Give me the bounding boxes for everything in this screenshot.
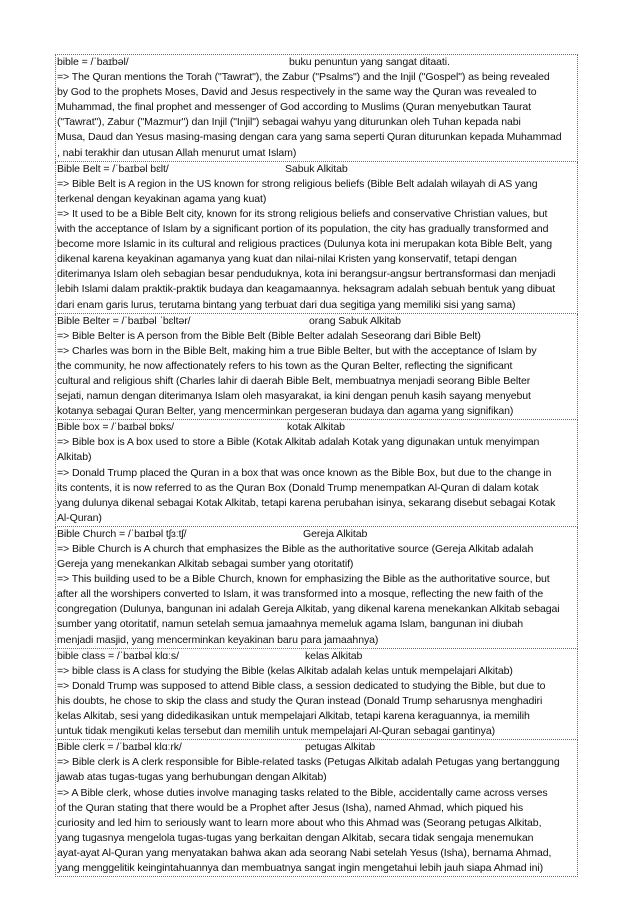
entry-heading bbox=[57, 420, 576, 435]
entry-text-line: dikenal karena keyakinan agamanya yang kuat dan nilai-nilai Kristen yang konservatif, tetapi dengan bbox=[57, 253, 517, 266]
entry-text-line: with the acceptance of Islam by a significant portion of its population, the city has gradually transformed and bbox=[57, 223, 549, 236]
entry-text-line: , nabi terakhir dan utusan Allah menurut umat Islam) bbox=[57, 146, 297, 159]
entry-text-line: Alkitab) bbox=[57, 451, 92, 464]
entry-text-line: => This building used to be a Bible Church, known for emphasizing the Bible as the authoritative source, but bbox=[57, 573, 550, 586]
dictionary-entry bbox=[55, 649, 578, 741]
entry-translation: orang Sabuk Alkitab bbox=[309, 314, 401, 327]
entry-translation: kotak Alkitab bbox=[287, 421, 345, 434]
entry-text-line: Muhammad, the final prophet and messenger of God according to Muslims (Quran menyebutkan Taurat bbox=[57, 101, 531, 114]
entry-text-line: ayat-ayat Al-Quran yang menyatakan bahwa akan ada seorang Nabi setelah Yesus (Isha), bernama Ahmad, bbox=[57, 846, 552, 859]
entry-term: bible class = /ˈbaɪbəl klɑːs/ bbox=[57, 649, 179, 662]
entry-heading bbox=[57, 55, 576, 70]
entry-text-line: => Bible Belt is A region in the US known for strong religious beliefs (Bible Belt adalah wilayah di AS yang bbox=[57, 177, 538, 190]
entry-term: Bible Belter = /ˈbaɪbəl ˈbɛltər/ bbox=[57, 314, 191, 327]
entry-text-line: lebih Islami dalam praktik-praktik budaya dan keagamaannya. heksagram adalah sebuah bentuk yang dibuat bbox=[57, 283, 556, 296]
entry-text-line: => Donald Trump was supposed to attend Bible class, a session dedicated to studying the Bible, but due to bbox=[57, 679, 546, 692]
entry-text-line: yang dulunya dikenal sebagai Kotak Alkitab, tetapi karena perubahan isinya, sekarang disebut sebagai Kotak bbox=[57, 496, 556, 509]
entry-translation: kelas Alkitab bbox=[305, 649, 363, 662]
entry-term: Bible Belt = /ˈbaɪbəl bɛlt/ bbox=[57, 162, 169, 175]
entry-text-line: kelas Alkitab, sesi yang didedikasikan untuk mempelajari Alkitab, tetapi karena keraguannya, ia memilih bbox=[57, 710, 530, 723]
entry-text-line: of the Quran stating that there would be a Prophet after Jesus (Isha), named Ahmad, which piqued his bbox=[57, 801, 524, 814]
entry-text-line: jawab atas tugas-tugas yang berhubungan dengan Alkitab) bbox=[57, 771, 327, 784]
entry-heading bbox=[57, 527, 576, 542]
entry-text-line: its contents, it is now referred to as the Quran Box (Donald Trump menempatkan Al-Quran di dalam kotak bbox=[57, 481, 539, 494]
entry-text-line: => It used to be a Bible Belt city, known for its strong religious beliefs and conservative Christian values, but bbox=[57, 207, 548, 220]
entry-text-line: => Bible Belter is A person from the Bible Belt (Bible Belter adalah Seseorang dari Bible Belt) bbox=[57, 329, 481, 342]
entry-text-line: cultural and religious shift (Charles lahir di daerah Bible Belt, membuatnya menjadi seorang Bible Belter bbox=[57, 374, 531, 387]
entry-term: Bible box = /ˈbaɪbəl bɒks/ bbox=[57, 421, 174, 434]
entry-term: Bible Church = /ˈbaɪbəl tʃɜːtʃ/ bbox=[57, 527, 187, 540]
entry-text-line: Gereja yang menekankan Alkitab sebagai sumber yang otoritatif) bbox=[57, 558, 354, 571]
entry-translation: petugas Alkitab bbox=[305, 741, 376, 754]
entry-text-line: his doubts, he chose to skip the class and study the Quran instead (Donald Trump seharusnya menghadiri bbox=[57, 694, 543, 707]
entry-text-line: untuk tidak mengikuti kelas tersebut dan memilih untuk mempelajari Al-Quran sebagai gantinya) bbox=[57, 725, 496, 738]
entry-term: Bible clerk = /ˈbaɪbəl klɑːrk/ bbox=[57, 741, 182, 754]
entry-text-line: curiosity and led him to seriously want to learn more about who this Ahmad was (Seorang petugas Alkitab, bbox=[57, 816, 542, 829]
entry-heading bbox=[57, 162, 576, 177]
dictionary-entry bbox=[55, 527, 578, 649]
entry-text-line: yang menggelitik keingintahuannya dan membuatnya sangat ingin mengetahui lebih jauh siapa Ahmad ini) bbox=[57, 861, 544, 874]
dictionary-entry bbox=[55, 162, 578, 314]
entry-text-line: => The Quran mentions the Torah ("Tawrat"), the Zabur ("Psalms") and the Injil ("Gospel") as being revealed bbox=[57, 71, 550, 84]
entry-text-line: ("Tawrat"), Zabur ("Mazmur") dan Injil ("Injil") sebagai wahyu yang diturunkan oleh Tuhan kepada nabi bbox=[57, 116, 521, 129]
entry-term: bible = /ˈbaɪbəl/ bbox=[57, 56, 129, 68]
entry-text-line: yang tugasnya mengelola tugas-tugas yang berkaitan dengan Alkitab, secara tidak sengaja menemukan bbox=[57, 831, 534, 844]
entry-text-line: => Donald Trump placed the Quran in a box that was once known as the Bible Box, but due to the change in bbox=[57, 466, 552, 479]
entry-text-line: => Bible box is A box used to store a Bible (Kotak Alkitab adalah Kotak yang digunakan untuk menyimpan bbox=[57, 436, 540, 449]
entry-text-line: => A Bible clerk, whose duties involve managing tasks related to the Bible, accidentally came across verses bbox=[57, 786, 548, 799]
entry-text-line: => bible class is A class for studying the Bible (kelas Alkitab adalah kelas untuk mempelajari Alkitab) bbox=[57, 664, 513, 677]
entry-text-line: become more Islamic in its cultural and religious practices (Dulunya kota ini merupakan kota Bible Belt, yang bbox=[57, 238, 553, 251]
dictionary-entry bbox=[55, 420, 578, 527]
entry-text-line: the community, he now affectionately refers to his town as the Quran Belter, reflecting the significant bbox=[57, 359, 513, 372]
entry-text-line: Al-Quran) bbox=[57, 511, 102, 524]
dictionary-entry bbox=[55, 54, 578, 162]
entry-heading bbox=[57, 649, 576, 664]
entry-text-line: => Bible clerk is A clerk responsible for Bible-related tasks (Petugas Alkitab adalah Petugas yang bertanggung bbox=[57, 756, 560, 769]
entry-text-line: => Bible Church is A church that emphasizes the Bible as the authoritative source (Gereja Alkitab adalah bbox=[57, 543, 534, 555]
entry-heading bbox=[57, 314, 576, 329]
entry-text-line: congregation (Dulunya, bangunan ini adalah Gereja Alkitab, yang dikenal karena menekankan Alkitab sebagai bbox=[57, 603, 560, 616]
entry-text-line: kotanya sebagai Quran Belter, yang mencerminkan pergeseran budaya dan agama yang signifikan) bbox=[57, 405, 514, 418]
entry-text-line: by God to the prophets Moses, David and Jesus respectively in the same way the Quran was revealed to bbox=[57, 86, 537, 99]
entry-text-line: menjadi masjid, yang mencerminkan keyakinan baru para jamaahnya) bbox=[57, 633, 379, 646]
entry-translation: buku penuntun yang sangat ditaati. bbox=[289, 56, 450, 68]
entry-text-line: sejati, namun dengan diterimanya Islam oleh masyarakat, ia kini dengan penuh kasih sayang menyebut bbox=[57, 390, 531, 403]
dictionary-entry bbox=[55, 740, 578, 877]
entry-text-line: diterimanya Islam oleh sebagian besar penduduknya, kota ini berangsur-angsur bertransformasi dan menjadi bbox=[57, 268, 556, 281]
entry-text-line: after all the worshipers converted to Islam, it was transformed into a mosque, reflecting the new faith of the bbox=[57, 588, 544, 601]
entry-text-line: sumber yang otoritatif, namun setelah semua jamaahnya memeluk agama Islam, bangunan ini diubah bbox=[57, 618, 524, 631]
entry-text-line: terkenal dengan keyakinan agama yang kuat) bbox=[57, 192, 267, 205]
entry-translation: Sabuk Alkitab bbox=[285, 162, 348, 175]
dictionary-document bbox=[55, 54, 578, 877]
entry-heading bbox=[57, 740, 576, 755]
entry-text-line: => Charles was born in the Bible Belt, making him a true Bible Belter, but with the acceptance of Islam by bbox=[57, 344, 537, 357]
entry-text-line: dari enam garis lurus, terutama bintang yang terbuat dari dua segitiga yang memiliki sisi yang sama) bbox=[57, 298, 516, 311]
entry-translation: Gereja Alkitab bbox=[303, 527, 368, 540]
entry-text-line: Musa, Daud dan Yesus masing-masing dengan cara yang sama seperti Quran diturunkan kepada Muhammad bbox=[57, 131, 562, 144]
dictionary-entry bbox=[55, 314, 578, 421]
